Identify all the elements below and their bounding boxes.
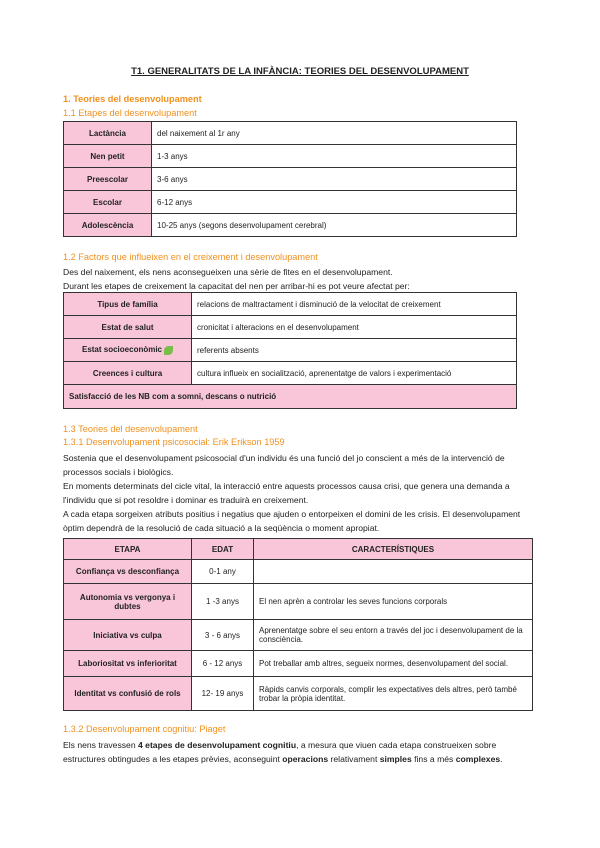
edat-cell: 12- 19 anys — [192, 677, 254, 711]
table-row — [64, 339, 517, 362]
edat-cell: 6 - 12 anys — [192, 651, 254, 677]
row-label-text: Estat socioeconòmic — [81, 345, 163, 355]
table-header-row — [64, 539, 533, 560]
row-value: relacions de maltractament i disminució de la velocitat de creixement — [192, 293, 517, 316]
footer-row: Satisfacció de les NB com a somni, descans o nutrició — [64, 385, 517, 409]
table-row — [64, 122, 517, 145]
subheading-piaget: 1.3.2 Desenvolupament cognitiu: Piaget — [63, 724, 226, 734]
piaget-text — [63, 738, 538, 766]
table-row — [64, 145, 517, 168]
table-row — [64, 584, 533, 620]
table-row — [64, 168, 517, 191]
bold-run: operacions — [282, 754, 329, 764]
table-row — [64, 677, 533, 711]
page-title: T1. GENERALITATS DE LA INFÀNCIA: TEORIES DEL DESENVOLUPAMENT — [131, 66, 469, 77]
row-value: 6-12 anys — [152, 191, 517, 214]
caracteristiques-cell: Aprenentatge sobre el seu entorn a través del joc i desenvolupament de la consciència. — [254, 620, 533, 651]
caracteristiques-cell: Pot treballar amb altres, segueix normes, desenvolupament del social. — [254, 651, 533, 677]
row-label: Nen petit — [64, 145, 152, 168]
row-label: Estat de salut — [64, 316, 192, 339]
row-label: Lactància — [64, 122, 152, 145]
etapa-cell: Laboriositat vs inferioritat — [64, 651, 192, 677]
leaf-icon — [164, 346, 173, 355]
edat-cell: 1 -3 anys — [192, 584, 254, 620]
row-value: 1-3 anys — [152, 145, 517, 168]
table-row — [64, 651, 533, 677]
bold-run: simples — [379, 754, 412, 764]
paragraph: Des del naixement, els nens aconsegueixen una sèrie de fites en el desenvolupament. — [63, 267, 393, 277]
etapa-cell: Autonomia vs vergonya i dubtes — [64, 584, 192, 620]
text-run: relativament — [328, 754, 380, 764]
text-run: Els nens travessen — [63, 740, 138, 750]
caracteristiques-cell — [254, 560, 533, 584]
column-header: EDAT — [192, 539, 254, 560]
table-row — [64, 385, 517, 409]
paragraph: A cada etapa sorgeixen atributs positius i negatius que ajuden o entorpeixen el domini de les crisis. El desenvolupament òptim dependrà de la resolució de cada situació a la seqüència o moment apropiat. — [63, 509, 521, 533]
row-value: referents absents — [192, 339, 517, 362]
paragraph — [63, 738, 538, 766]
column-header: ETAPA — [64, 539, 192, 560]
bold-run: complexes — [455, 754, 501, 764]
caracteristiques-cell: Ràpids canvis corporals, complir les expectatives dels altres, però també trobar la pròpia identitat. — [254, 677, 533, 711]
table-row — [64, 560, 533, 584]
etapa-cell: Confiança vs desconfiança — [64, 560, 192, 584]
erikson-text — [63, 451, 538, 535]
paragraph: Sostenia que el desenvolupament psicosocial d'un individu és una funció del jo conscient a més de la intervenció de processos socials i biològics. — [63, 453, 505, 477]
table-row — [64, 362, 517, 385]
paragraph: Durant les etapes de creixement la capacitat del nen per arribar-hi es pot veure afectat per: — [63, 281, 410, 291]
row-value: cronicitat i alteracions en el desenvolupament — [192, 316, 517, 339]
subheading-factors: 1.2 Factors que influeixen en el creixement i desenvolupament — [63, 252, 318, 262]
row-value: cultura influeix en socialització, aprenentatge de valors i experimentació — [192, 362, 517, 385]
bold-run: 4 etapes de desenvolupament cognitiu — [138, 740, 297, 750]
row-label — [64, 339, 192, 362]
row-label: Tipus de família — [64, 293, 192, 316]
text-run: . — [500, 754, 503, 764]
row-value: 3-6 anys — [152, 168, 517, 191]
row-value: del naixement al 1r any — [152, 122, 517, 145]
section-heading-teories: 1. Teories del desenvolupament — [63, 94, 202, 104]
edat-cell: 0-1 any — [192, 560, 254, 584]
row-label: Escolar — [64, 191, 152, 214]
paragraph: En moments determinats del cicle vital, la interacció entre aquests processos causa crisi, que genera una demanda a l'individu que si pot resoldre i dominar es traduirà en creixement. — [63, 481, 510, 505]
subheading-etapes: 1.1 Etapes del desenvolupament — [63, 108, 197, 118]
table-row — [64, 293, 517, 316]
erikson-table — [63, 538, 533, 711]
text-run: fins a més — [411, 754, 456, 764]
factors-intro — [63, 265, 538, 293]
row-label: Creences i cultura — [64, 362, 192, 385]
etapa-cell: Iniciativa vs culpa — [64, 620, 192, 651]
table-row — [64, 191, 517, 214]
table-row — [64, 214, 517, 237]
caracteristiques-cell: El nen aprèn a controlar les seves funcions corporals — [254, 584, 533, 620]
table-row — [64, 620, 533, 651]
column-header: CARACTERÍSTIQUES — [254, 539, 533, 560]
row-label: Adolescència — [64, 214, 152, 237]
row-label: Preescolar — [64, 168, 152, 191]
table-row — [64, 316, 517, 339]
edat-cell: 3 - 6 anys — [192, 620, 254, 651]
row-value: 10-25 anys (segons desenvolupament cerebral) — [152, 214, 517, 237]
etapes-table — [63, 121, 517, 237]
factors-table — [63, 292, 517, 409]
subheading-erikson: 1.3.1 Desenvolupament psicosocial: Erik Erikson 1959 — [63, 437, 285, 447]
text-run: , a mesura que viuen cada etapa construeixen sobre estructures obtingudes a les etapes prèvies, aconseguint — [63, 740, 497, 764]
subheading-teories: 1.3 Teories del desenvolupament — [63, 424, 198, 434]
etapa-cell: Identitat vs confusió de rols — [64, 677, 192, 711]
